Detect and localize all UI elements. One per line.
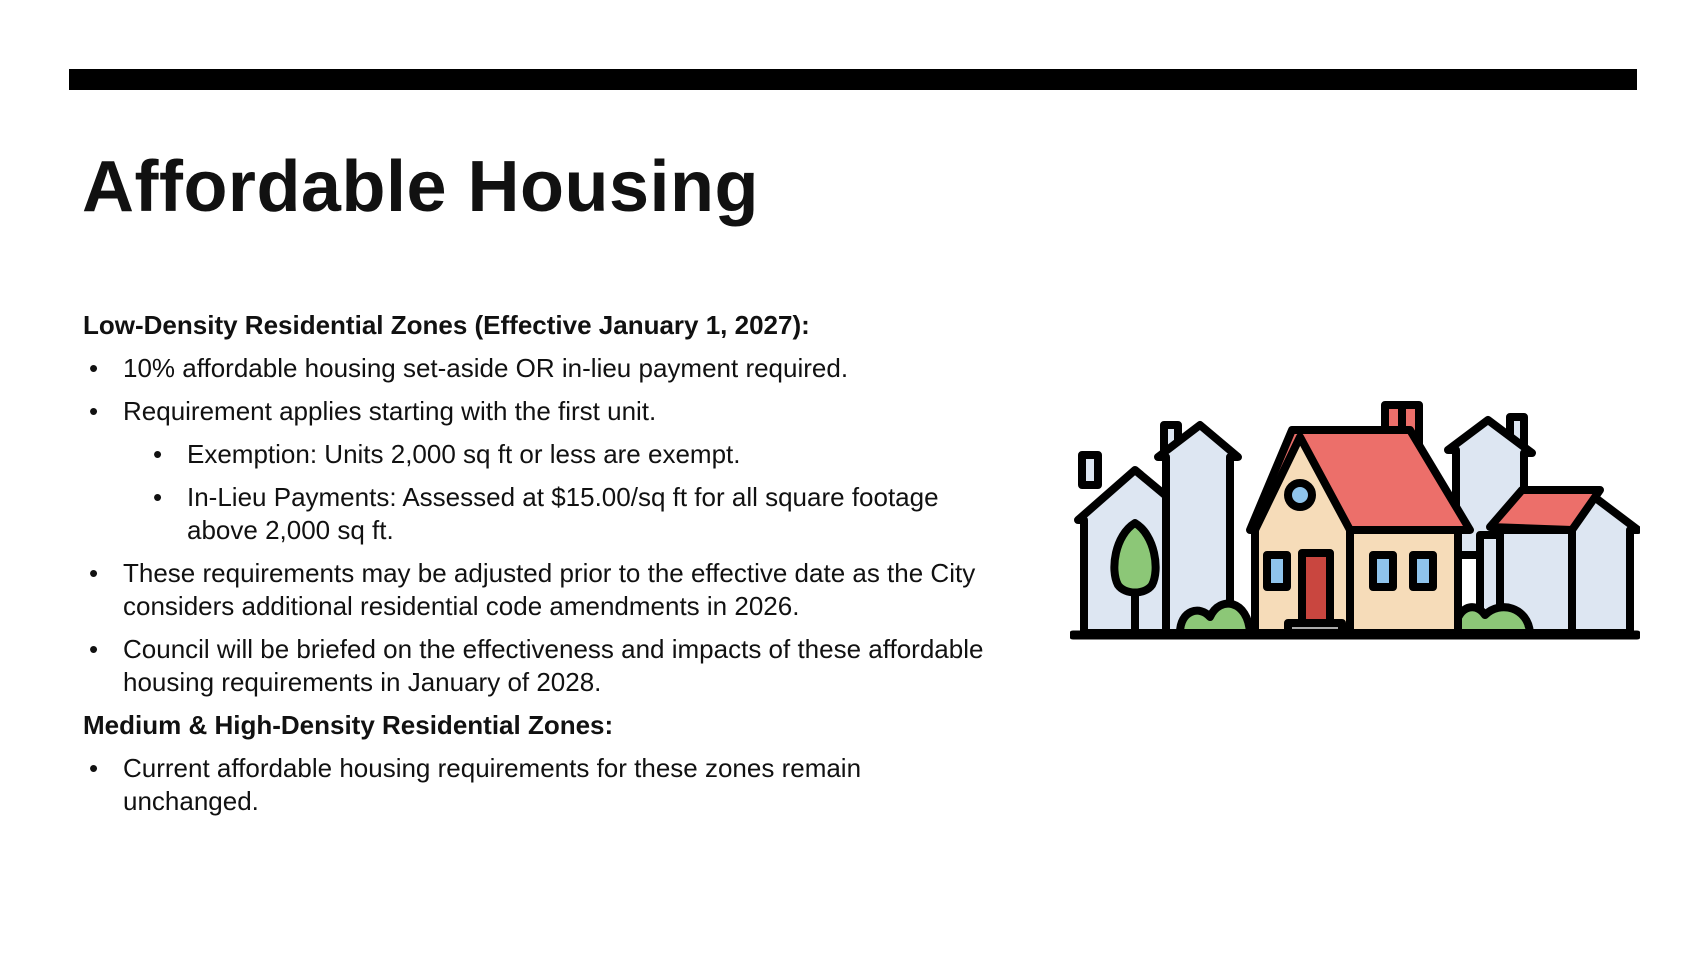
slide-title: Affordable Housing	[82, 147, 759, 227]
list-item: • These requirements may be adjusted prior to the effective date as the City considers additional residential code amendments in 2026.	[83, 557, 1003, 623]
houses-neighborhood-icon	[1070, 395, 1640, 640]
sub-list-item: • In-Lieu Payments: Assessed at $15.00/sq ft for all square footage above 2,000 sq ft.	[83, 481, 1007, 547]
slide-body	[83, 309, 983, 828]
medium-high-density-heading: Medium & High-Density Residential Zones:	[83, 710, 614, 740]
low-density-heading: Low-Density Residential Zones (Effective January 1, 2027):	[83, 310, 810, 340]
list-item: • Requirement applies starting with the first unit.	[83, 395, 1003, 428]
list-item: • 10% affordable housing set-aside OR in-lieu payment required.	[83, 352, 1003, 385]
low-density-list	[83, 352, 983, 699]
list-item: • Council will be briefed on the effectiveness and impacts of these affordable housing requirements in January of 2028.	[83, 633, 1003, 699]
list-item: • Current affordable housing requirements for these zones remain unchanged.	[83, 752, 1003, 818]
top-accent-bar	[69, 69, 1637, 90]
medium-high-density-list	[83, 752, 983, 818]
sub-list-item: • Exemption: Units 2,000 sq ft or less are exempt.	[83, 438, 1007, 471]
